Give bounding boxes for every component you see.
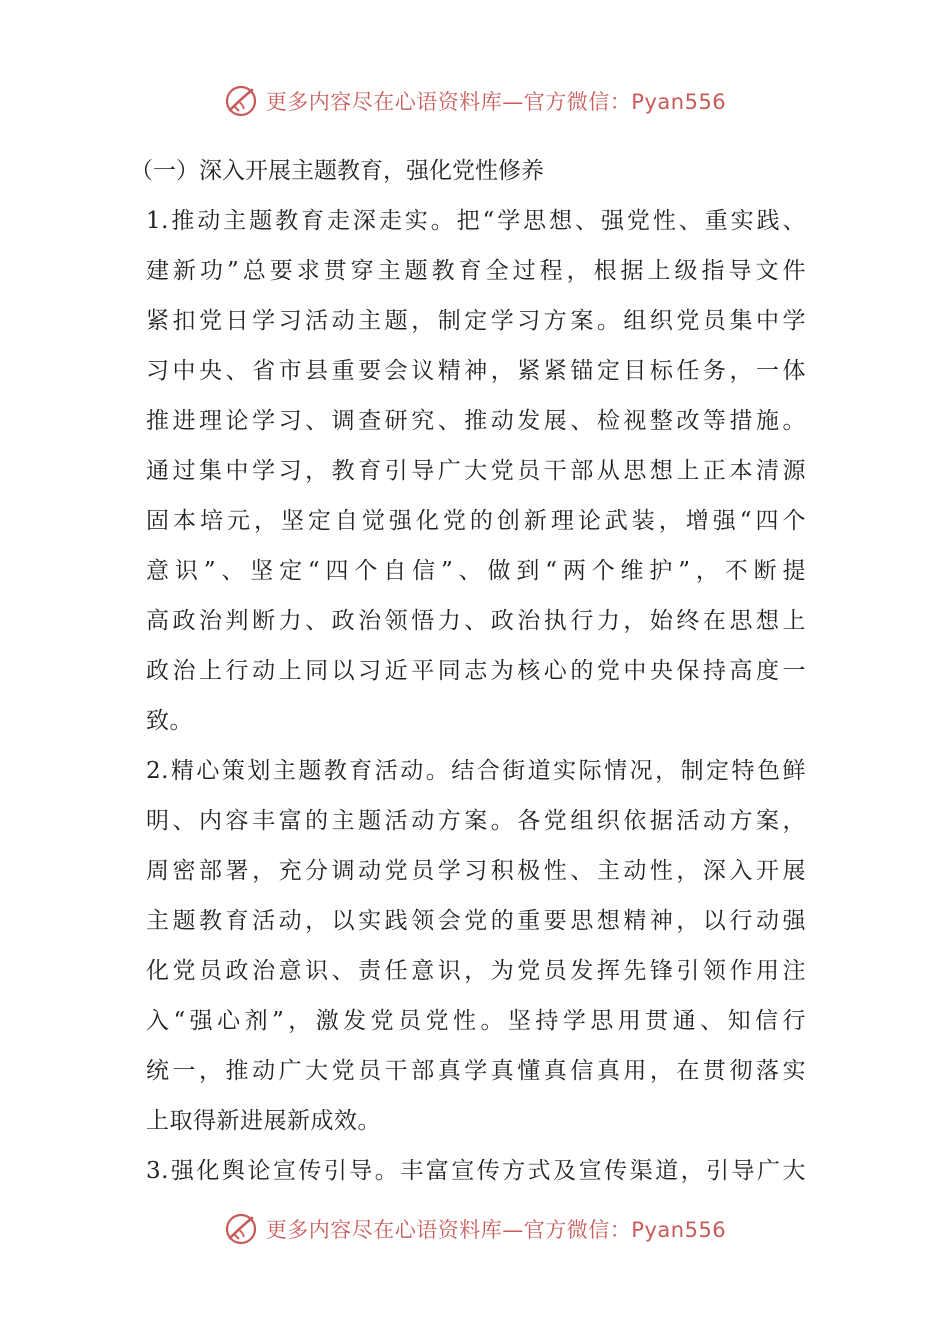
text-line: 周密部署，充分调动党员学习积极性、主动性，深入开展 <box>146 858 806 884</box>
pen-logo-icon <box>224 1212 258 1246</box>
text-line: 主题教育活动，以实践领会党的重要思想精神，以行动强 <box>146 908 806 934</box>
text-line: 紧扣党日学习活动主题，制定学习方案。组织党员集中学 <box>146 308 806 334</box>
text-line: 统一，推动广大党员干部真学真懂真信真用，在贯彻落实 <box>146 1058 806 1084</box>
text-line: 2.精心策划主题教育活动。结合街道实际情况，制定特色鲜 <box>146 758 806 784</box>
text-line: 意识”、坚定“四个自信”、做到“两个维护”，不断提 <box>146 558 806 584</box>
text-line: 政治上行动上同以习近平同志为核心的党中央保持高度一 <box>146 658 806 684</box>
text-line: 入“强心剂”，激发党员党性。坚持学思用贯通、知信行 <box>146 1008 806 1034</box>
text-line: 化党员政治意识、责任意识，为党员发挥先锋引领作用注 <box>146 958 806 984</box>
text-line: 推进理论学习、调查研究、推动发展、检视整改等措施。 <box>146 408 806 434</box>
text-line: 3.强化舆论宣传引导。丰富宣传方式及宣传渠道，引导广大 <box>146 1158 806 1184</box>
watermark-text: 更多内容尽在心语资料库—官方微信：Pyan556 <box>265 90 727 114</box>
text-line: 高政治判断力、政治领悟力、政治执行力，始终在思想上 <box>146 608 806 634</box>
pen-logo-icon <box>224 84 258 118</box>
text-line: 建新功”总要求贯穿主题教育全过程，根据上级指导文件 <box>146 258 806 284</box>
text-line: 1.推动主题教育走深走实。把“学思想、强党性、重实践、 <box>146 208 806 234</box>
section-title: （一）深入开展主题教育，强化党性修养 <box>130 158 544 184</box>
watermark-text: 更多内容尽在心语资料库—官方微信：Pyan556 <box>265 1218 727 1242</box>
text-line: 明、内容丰富的主题活动方案。各党组织依据活动方案， <box>146 808 806 834</box>
header-watermark <box>0 84 950 118</box>
text-line: 固本培元，坚定自觉强化党的创新理论武装，增强“四个 <box>146 508 806 534</box>
footer-watermark <box>0 1212 950 1246</box>
text-line: 上取得新进展新成效。 <box>146 1108 381 1134</box>
document-body <box>130 146 806 1196</box>
text-line: 通过集中学习，教育引导广大党员干部从思想上正本清源 <box>146 458 806 484</box>
text-line: 习中央、省市县重要会议精神，紧紧锚定目标任务，一体 <box>146 358 806 384</box>
text-line: 致。 <box>146 708 193 734</box>
